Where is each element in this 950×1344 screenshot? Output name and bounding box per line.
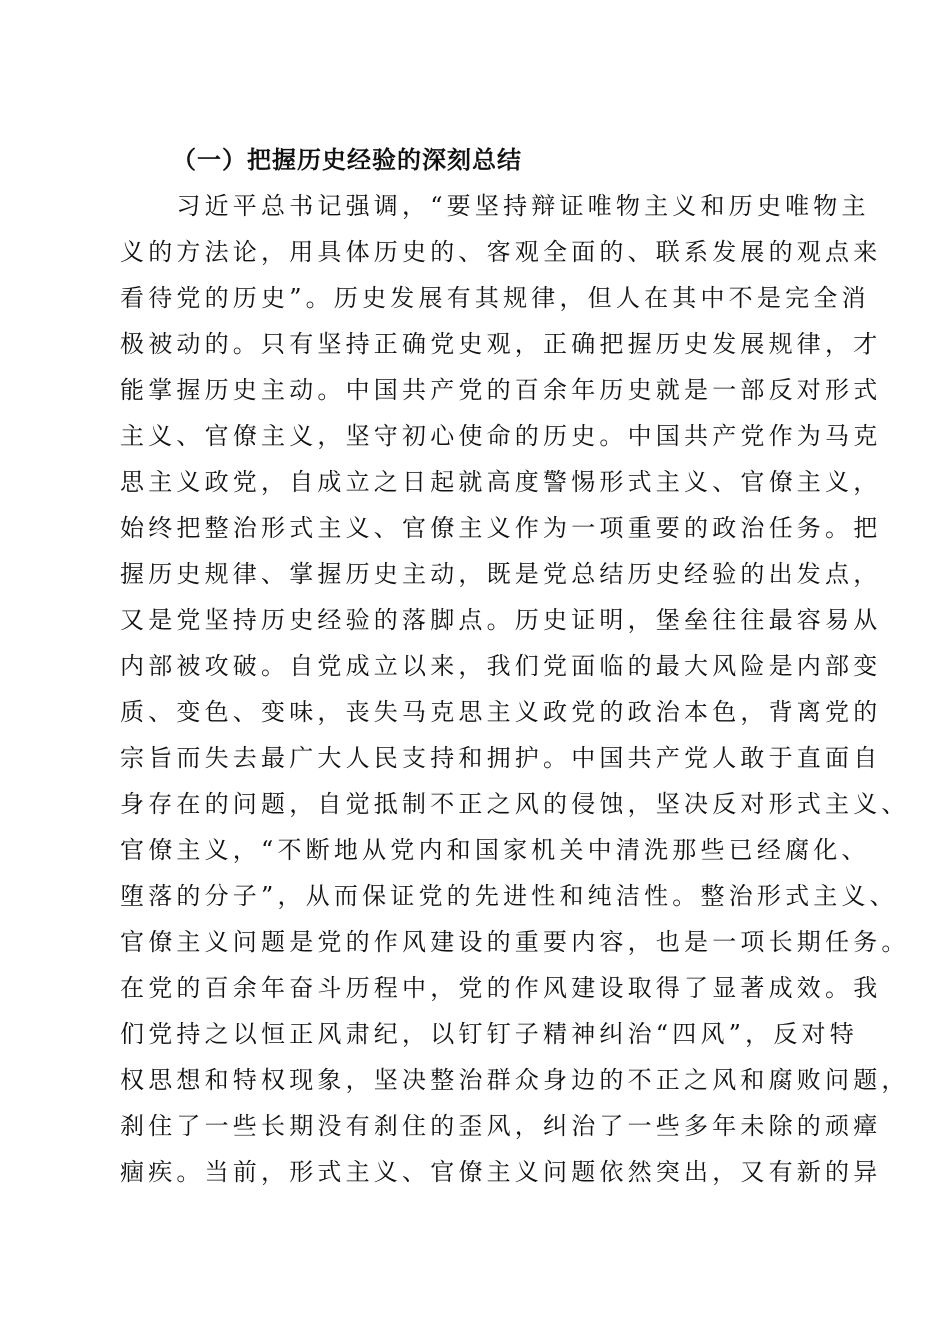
paragraph-line: 又是党坚持历史经验的落脚点。历史证明，堡垒往往最容易从 xyxy=(120,606,882,634)
section-heading: （一）把握历史经验的深刻总结 xyxy=(172,145,522,174)
paragraph-line: 思主义政党，自成立之日起就高度警惕形式主义、官僚主义， xyxy=(120,468,882,496)
paragraph-line: 权思想和特权现象，坚决整治群众身边的不正之风和腐败问题， xyxy=(120,1066,910,1094)
paragraph-line: 主义、官僚主义，坚守初心使命的历史。中国共产党作为马克 xyxy=(120,422,882,450)
paragraph-line: 身存在的问题，自觉抵制不正之风的侵蚀，坚决反对形式主义、 xyxy=(120,790,910,818)
paragraph-line: 始终把整治形式主义、官僚主义作为一项重要的政治任务。把 xyxy=(120,514,882,542)
paragraph-line: 宗旨而失去最广大人民支持和拥护。中国共产党人敢于直面自 xyxy=(120,744,882,772)
paragraph-line: 习近平总书记强调，“要坚持辩证唯物主义和历史唯物主 xyxy=(120,192,870,220)
paragraph-line: 们党持之以恒正风肃纪，以钉钉子精神纠治“四风”，反对特 xyxy=(120,1020,858,1048)
paragraph-line: 握历史规律、掌握历史主动，既是党总结历史经验的出发点， xyxy=(120,560,882,588)
paragraph-line: 官僚主义，“不断地从党内和国家机关中清洗那些已经腐化、 xyxy=(120,836,870,864)
paragraph-line: 官僚主义问题是党的作风建设的重要内容，也是一项长期任务。 xyxy=(120,928,910,956)
paragraph-line: 堕落的分子”，从而保证党的先进性和纯洁性。整治形式主义、 xyxy=(120,882,898,910)
paragraph-line: 内部被攻破。自党成立以来，我们党面临的最大风险是内部变 xyxy=(120,652,882,680)
paragraph-line: 看待党的历史”。历史发展有其规律，但人在其中不是完全消 xyxy=(120,284,870,312)
paragraph-line: 在党的百余年奋斗历程中，党的作风建设取得了显著成效。我 xyxy=(120,974,882,1002)
paragraph-line: 质、变色、变味，丧失马克思主义政党的政治本色，背离党的 xyxy=(120,698,882,726)
paragraph-line: 痼疾。当前，形式主义、官僚主义问题依然突出，又有新的异 xyxy=(120,1158,882,1186)
paragraph-line: 能掌握历史主动。中国共产党的百余年历史就是一部反对形式 xyxy=(120,376,882,404)
paragraph-line: 极被动的。只有坚持正确党史观，正确把握历史发展规律，才 xyxy=(120,330,882,358)
paragraph-line: 刹住了一些长期没有刹住的歪风，纠治了一些多年未除的顽瘴 xyxy=(120,1112,882,1140)
paragraph-line: 义的方法论，用具体历史的、客观全面的、联系发展的观点来 xyxy=(120,238,882,266)
